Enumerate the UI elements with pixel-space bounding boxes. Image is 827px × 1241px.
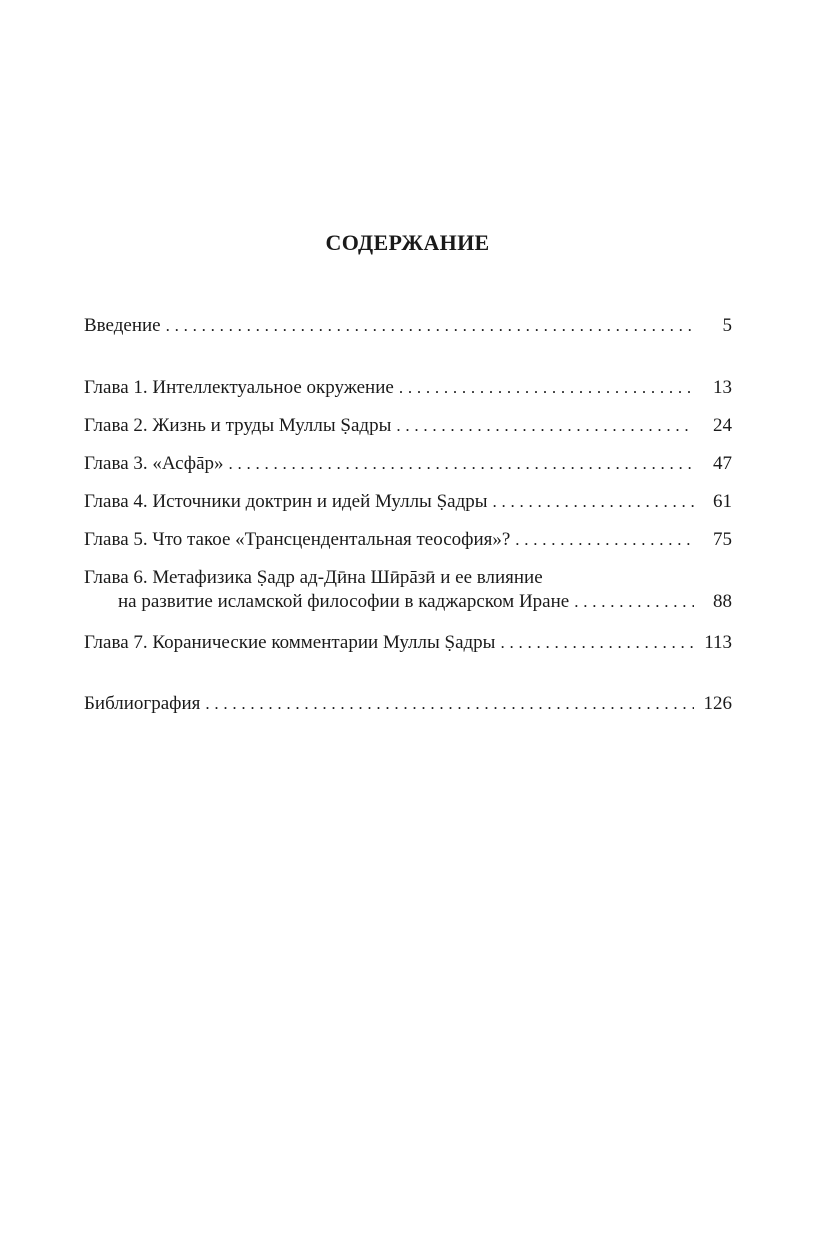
toc-entry-title: Введение	[84, 315, 161, 336]
toc-entry-title-continuation: на развитие исламской философии в каджарском Иране	[118, 591, 570, 612]
dot-leader	[500, 631, 694, 655]
toc-page-number: 61	[713, 491, 732, 512]
toc-entry-chapter-6[interactable]	[84, 566, 732, 614]
toc-page-number: 13	[713, 377, 732, 398]
toc-entry-title: Глава 4. Источники доктрин и идей Муллы Ṣадры	[84, 491, 488, 512]
toc-page-number: 47	[713, 453, 732, 474]
toc-entry-title: Глава 7. Коранические комментарии Муллы Ṣадры	[84, 632, 496, 653]
toc-entry-chapter-5[interactable]	[84, 528, 732, 552]
toc-entry-chapter-3[interactable]	[84, 452, 732, 476]
toc-entry-chapter-1[interactable]	[84, 376, 732, 400]
toc-page-number: 24	[713, 415, 732, 436]
dot-leader	[399, 376, 694, 400]
toc-page-number: 113	[704, 632, 732, 653]
toc-entry-title: Глава 6. Метафизика Ṣадр ад-Дӣна Шӣрāзӣ и ее влияние	[84, 567, 543, 588]
dot-leader	[493, 490, 695, 514]
toc-entry-chapter-2[interactable]	[84, 414, 732, 438]
dot-leader	[574, 590, 694, 614]
dot-leader	[205, 692, 694, 716]
dot-leader	[515, 528, 694, 552]
toc-page-number: 88	[713, 591, 732, 612]
toc-page-number: 126	[703, 693, 732, 714]
toc-entry-title: Библиография	[84, 693, 201, 714]
toc-page-number: 5	[722, 315, 732, 336]
toc-entry-introduction[interactable]	[84, 314, 732, 338]
toc-entry-title: Глава 3. «Асфāр»	[84, 453, 224, 474]
page-title: СОДЕРЖАНИЕ	[325, 230, 490, 255]
toc-page-number: 75	[713, 529, 732, 550]
toc-entry-title: Глава 2. Жизнь и труды Муллы Ṣадры	[84, 415, 392, 436]
dot-leader	[396, 414, 694, 438]
toc-entry-title: Глава 1. Интеллектуальное окружение	[84, 377, 394, 398]
toc-entry-chapter-7[interactable]	[84, 631, 732, 655]
toc-entry-bibliography[interactable]	[84, 692, 732, 716]
toc-entry-chapter-4[interactable]	[84, 490, 732, 514]
dot-leader	[166, 314, 694, 338]
toc-entry-title: Глава 5. Что такое «Трансцендентальная теософия»?	[84, 529, 511, 550]
dot-leader	[229, 452, 694, 476]
